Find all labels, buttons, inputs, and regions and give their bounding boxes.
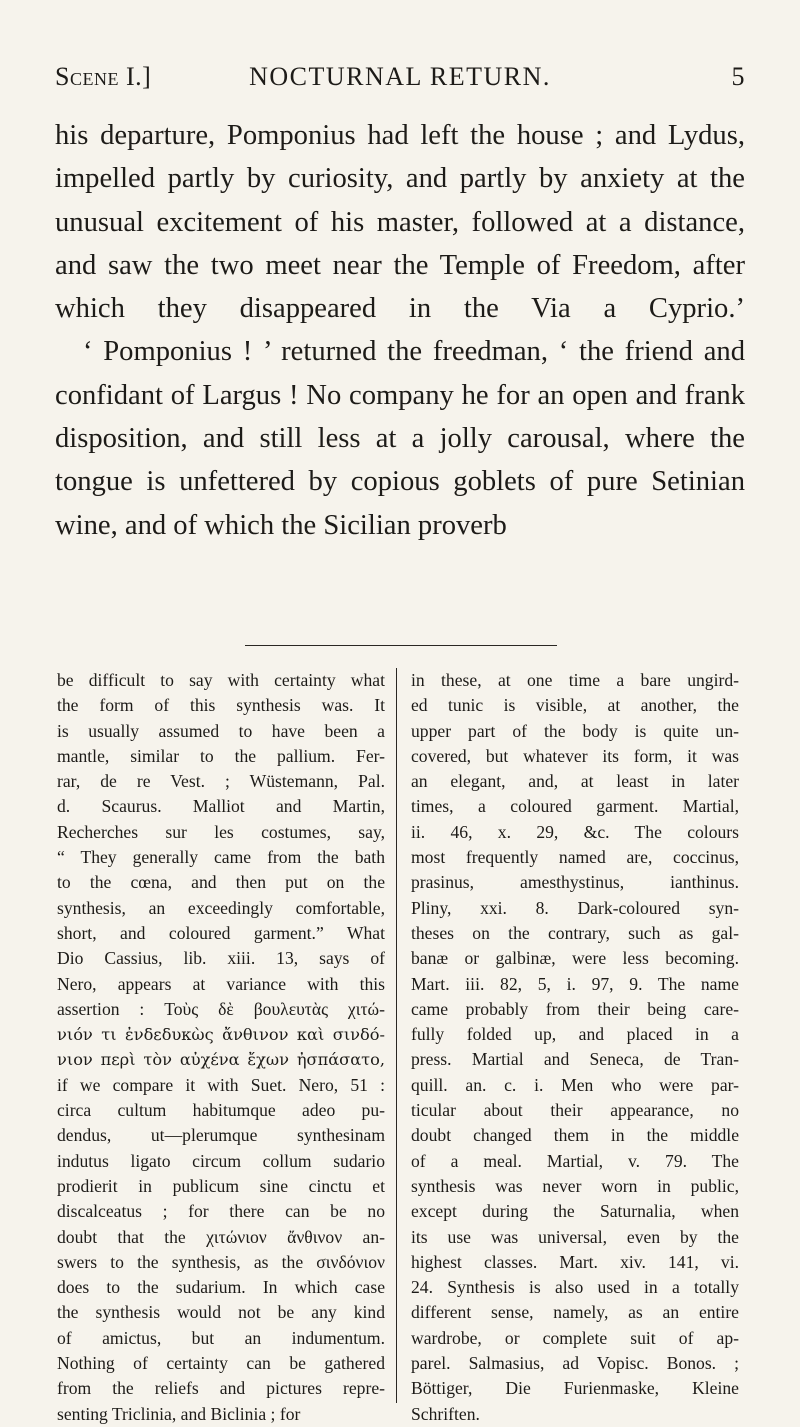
footnote-line: to the cœna, and then put on the <box>57 872 385 893</box>
footnote-line: times, a coloured garment. Martial, <box>411 796 739 817</box>
footnote-line: synthesis was never worn in public, <box>411 1175 739 1196</box>
footnote-line: be difficult to say with certainty what <box>57 670 385 690</box>
footnote-line: upper part of the body is quite un- <box>411 720 739 741</box>
footnote-line: Böttiger, Die Furienmaske, Kleine <box>411 1378 739 1399</box>
footnote-line: highest classes. Mart. xiv. 141, vi. <box>411 1251 739 1272</box>
footnote-line-greek: νιόν τι ἐνδεδυκὼς ἄνθινον καὶ σινδό- <box>57 1025 385 1045</box>
footnotes <box>57 668 750 1424</box>
running-head <box>55 62 745 102</box>
footnote-line: ii. 46, x. 29, &c. The colours <box>411 821 739 842</box>
footnote-column-left <box>57 668 385 1427</box>
footnote-line: press. Martial and Seneca, de Tran- <box>411 1049 739 1070</box>
footnote-line: came probably from their being care- <box>411 998 739 1019</box>
footnote-line: assertion : Τοὺς δὲ βουλευτὰς χιτώ- <box>57 998 385 1019</box>
footnote-line: the synthesis would not be any kind <box>57 1302 385 1323</box>
footnote-line: Recherches sur les costumes, say, <box>57 821 385 842</box>
footnote-line: theses on the contrary, such as gal- <box>411 922 739 943</box>
footnote-line: prasinus, amesthystinus, ianthinus. <box>411 872 739 893</box>
footnote-line: different sense, namely, as an entire <box>411 1302 739 1323</box>
footnote-line: senting Triclinia, and Biclinia ; for <box>57 1403 301 1424</box>
footnote-line: indutus ligato circum collum sudario <box>57 1150 385 1171</box>
footnote-line: Mart. iii. 82, 5, i. 97, 9. The name <box>411 973 739 994</box>
footnote-line: quill. an. c. i. Men who were par- <box>411 1074 739 1095</box>
footnote-line: synthesis, an exceedingly comfortable, <box>57 897 385 918</box>
footnote-line: Schriften. <box>411 1403 480 1424</box>
footnote-line: prodierit in publicum sine cinctu et <box>57 1175 385 1196</box>
running-head-scene: Scene I.] <box>55 62 152 91</box>
footnote-line: does to the sudarium. In which case <box>57 1277 385 1298</box>
footnote-line: except during the Saturnalia, when <box>411 1201 739 1222</box>
footnote-line: mantle, similar to the pallium. Fer- <box>57 745 385 766</box>
footnote-line-greek: νιον περὶ τὸν αὐχένα ἔχων ἠσπάσατο, <box>57 1050 385 1070</box>
footnote-line: Nothing of certainty can be gathered <box>57 1353 385 1374</box>
footnote-line: dendus, ut—plerumque synthesinam <box>57 1125 385 1146</box>
footnote-line: doubt changed them in the middle <box>411 1125 739 1146</box>
page-number: 5 <box>731 62 745 91</box>
footnote-line: its use was universal, even by the <box>411 1226 739 1247</box>
footnote-line: is usually assumed to have been a <box>57 720 385 741</box>
footnote-line: fully folded up, and placed in a <box>411 1024 739 1045</box>
footnote-line: Pliny, xxi. 8. Dark-coloured syn- <box>411 897 739 918</box>
footnote-line: discalceatus ; for there can be no <box>57 1201 385 1222</box>
footnote-line: Dio Cassius, lib. xiii. 13, says of <box>57 948 385 969</box>
running-head-title: NOCTURNAL RETURN. <box>249 62 551 91</box>
footnote-line: if we compare it with Suet. Nero, 51 : <box>57 1074 385 1095</box>
footnote-line: swers to the synthesis, as the σινδόνιον <box>57 1251 385 1272</box>
footnote-line: most frequently named are, coccinus, <box>411 847 739 868</box>
footnote-column-right <box>411 668 739 1427</box>
footnote-line: “ They generally came from the bath <box>57 847 385 868</box>
main-paragraph-2: ‘ Pomponius ! ’ returned the freedman, ‘ the friend and confidant of Largus ! No company he for an open and frank disposition, and still less at a jolly carousal, where the tongue is unfettered by copious goblets of pure Setinian wine, and of which the Sicilian proverb <box>55 336 745 541</box>
footnote-line: short, and coloured garment.” What <box>57 922 385 943</box>
footnote-line: Nero, appears at variance with this <box>57 973 385 994</box>
footnote-separator-rule <box>245 645 557 646</box>
footnote-line: circa cultum habitumque adeo pu- <box>57 1100 385 1121</box>
footnote-line: of a meal. Martial, v. 79. The <box>411 1150 739 1171</box>
footnote-line: covered, but whatever its form, it was <box>411 745 739 766</box>
footnote-line: d. Scaurus. Malliot and Martin, <box>57 796 385 817</box>
footnote-line: from the reliefs and pictures repre- <box>57 1378 385 1399</box>
footnote-line: parel. Salmasius, ad Vopisc. Bonos. ; <box>411 1353 739 1374</box>
footnote-line: in these, at one time a bare ungird- <box>411 670 739 690</box>
footnote-line: ticular about their appearance, no <box>411 1100 739 1121</box>
footnote-line: rar, de re Vest. ; Wüstemann, Pal. <box>57 771 385 792</box>
footnote-line: the form of this synthesis was. It <box>57 695 385 716</box>
main-text <box>55 114 745 547</box>
column-divider <box>396 668 397 1403</box>
footnote-line: an elegant, and, at least in later <box>411 771 739 792</box>
main-paragraph-1: his departure, Pomponius had left the house ; and Lydus, impelled partly by curiosity, and partly by anxiety at the unusual excitement of his master, followed at a distance, and saw the two meet near the Temple of Freedom, after which they disappeared in the Via a Cyprio.’ <box>55 120 745 325</box>
footnote-line: doubt that the χιτώνιον ἄνθινον an- <box>57 1226 385 1247</box>
footnote-line: of amictus, but an indumentum. <box>57 1327 385 1348</box>
footnote-line: wardrobe, or complete suit of ap- <box>411 1327 739 1348</box>
footnote-line: banæ or galbinæ, were less becoming. <box>411 948 739 969</box>
footnote-line: 24. Synthesis is also used in a totally <box>411 1277 739 1298</box>
footnote-line: ed tunic is visible, at another, the <box>411 695 739 716</box>
